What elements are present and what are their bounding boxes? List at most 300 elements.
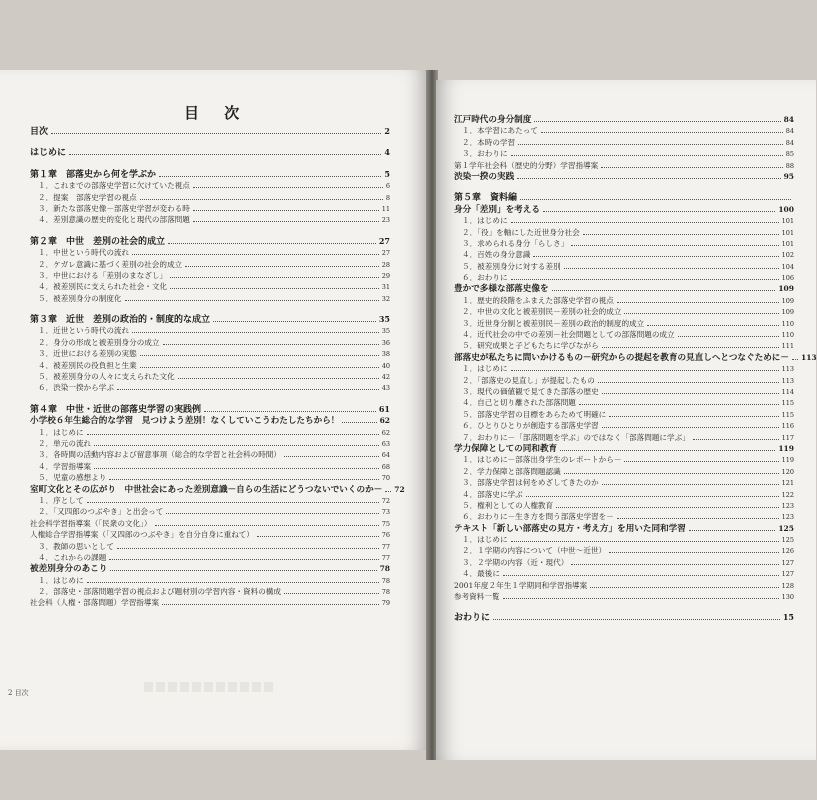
toc-title: 目 次 <box>184 104 250 122</box>
toc-leader-dots <box>602 420 779 428</box>
toc-entry-page: 88 <box>785 161 794 170</box>
toc-entry-page: 4 <box>384 147 390 158</box>
toc-entry-item <box>30 203 390 214</box>
toc-leader-dots <box>503 591 779 599</box>
toc-leader-dots <box>518 137 783 145</box>
toc-entry-title: ４．最後に <box>462 569 500 579</box>
toc-leader-dots <box>140 348 379 356</box>
toc-entry-title: １．はじめに－部落出身学生のレポートから－ <box>462 455 622 465</box>
toc-entry-page: 61 <box>378 403 390 414</box>
toc-leader-dots <box>257 529 379 537</box>
toc-leader-dots <box>193 203 379 211</box>
toc-entry-title: 第５章 資料編 <box>454 193 518 204</box>
toc-leader-dots <box>213 314 376 322</box>
toc-leader-dots <box>693 432 779 440</box>
toc-leader-dots <box>159 169 381 177</box>
toc-leader-dots <box>647 318 778 326</box>
toc-entry-page: 11 <box>381 204 390 213</box>
toc-entry-page: 31 <box>381 283 390 292</box>
toc-entry-page: 85 <box>785 150 794 159</box>
toc-entry-plain <box>454 160 794 171</box>
toc-entry-item <box>454 568 794 579</box>
toc-entry-page: 27 <box>381 249 390 258</box>
toc-entry-item <box>454 500 794 511</box>
toc-leader-dots <box>560 443 775 451</box>
toc-entry-title: １．はじめに <box>462 364 508 374</box>
toc-entry-page: 40 <box>381 361 390 370</box>
toc-entry-page: 127 <box>781 570 794 579</box>
toc-entry-title: ４．近代社会の中での差別－社会問題としての部落問題の成立 <box>462 330 675 340</box>
toc-entry-page: 84 <box>783 115 794 124</box>
toc-entry-page: 5 <box>384 168 390 179</box>
toc-entry-item <box>30 180 390 191</box>
toc-entry-chapter <box>30 236 390 247</box>
toc-entry-page: 62 <box>381 428 390 437</box>
toc-entry-item <box>30 382 390 393</box>
toc-entry-title: ４．部落史に学ぶ <box>462 489 523 499</box>
toc-entry-title: 第３章 近世 差別の政治的・制度的な成立 <box>30 315 211 326</box>
toc-entry-plain <box>30 529 390 540</box>
toc-entry-item <box>454 534 794 545</box>
toc-entry-page: 63 <box>381 439 390 448</box>
toc-entry-title: 第１章 部落史から何を学ぶか <box>30 169 157 180</box>
toc-entry-title: 目次 <box>30 127 49 137</box>
toc-list-left <box>30 126 405 609</box>
toc-entry-page: 8 <box>385 193 390 202</box>
toc-entry-title: 参考資料一覧 <box>454 592 500 602</box>
toc-entry-page: 79 <box>381 599 390 608</box>
toc-entry-item <box>454 363 794 374</box>
toc-entry-title: ２．学力保障と部落問題認識 <box>462 466 561 476</box>
toc-entry-section <box>454 283 794 294</box>
toc-entry-item <box>30 438 390 449</box>
toc-entry-title: はじめに <box>30 148 67 159</box>
toc-entry-title: おわりに <box>454 613 491 624</box>
toc-entry-page: 76 <box>381 531 390 540</box>
toc-entry-item <box>30 461 390 472</box>
toc-entry-item <box>30 337 390 348</box>
toc-entry-page: 122 <box>781 490 794 499</box>
toc-leader-dots <box>385 484 391 492</box>
toc-gap <box>30 137 390 147</box>
toc-entry-page: 70 <box>381 474 390 483</box>
toc-entry-item <box>30 247 390 258</box>
toc-leader-dots <box>178 371 379 379</box>
toc-entry-item <box>30 293 390 304</box>
toc-entry-title: １．中世という時代の流れ <box>38 248 130 258</box>
toc-leader-dots <box>132 247 379 255</box>
toc-entry-page: 101 <box>781 239 794 248</box>
toc-entry-title: ５．部落史学習の目標をあらためて明確に <box>462 409 607 419</box>
toc-entry-item <box>30 506 390 517</box>
toc-entry-page: 84 <box>785 127 794 136</box>
toc-entry-page: 36 <box>381 338 390 347</box>
toc-entry-title: ３．現代の価値観で見てきた部落の歴史 <box>462 386 599 396</box>
toc-entry-page: 119 <box>778 443 794 453</box>
toc-gap <box>30 226 390 236</box>
toc-entry-item <box>454 375 794 386</box>
toc-entry-title: ３．教師の思いとして <box>38 541 114 551</box>
toc-entry-page: 101 <box>781 228 794 237</box>
toc-entry-page: 43 <box>381 384 390 393</box>
toc-entry-chapter <box>454 192 794 203</box>
toc-entry-page: 15 <box>782 612 794 623</box>
toc-entry-section <box>454 204 794 215</box>
toc-leader-dots <box>511 272 779 280</box>
toc-entry-item <box>454 318 794 329</box>
toc-entry-page: 102 <box>781 251 794 260</box>
toc-leader-dots <box>168 236 376 244</box>
toc-entry-title: 学力保障としての同和教育 <box>454 443 558 454</box>
toc-leader-dots <box>132 325 379 333</box>
toc-entry-title: ２．「役」を軸にした近世身分社会 <box>462 227 580 237</box>
toc-entry-page: 115 <box>781 410 794 419</box>
toc-leader-dots <box>162 597 379 605</box>
toc-entry-item <box>454 340 794 351</box>
toc-entry-item <box>454 454 794 465</box>
toc-entry-title: ６．渋染一揆から学ぶ <box>38 383 114 393</box>
toc-entry-title: 身分「差別」を考える <box>454 204 540 215</box>
toc-leader-dots <box>601 160 782 168</box>
toc-entry-page: 110 <box>781 331 794 340</box>
toc-leader-dots <box>517 171 780 179</box>
toc-leader-dots <box>94 461 379 469</box>
toc-entry-page: 117 <box>781 433 794 442</box>
toc-entry-title: ３．部落史学習は何をめざしてきたのか <box>462 478 599 488</box>
toc-entry-page: 78 <box>381 588 390 597</box>
toc-entry-title: ２．１学期の内容について（中世～近世） <box>462 546 607 556</box>
toc-entry-title: ７．おわりに－「部落問題を学ぶ」のではなく「部落問題に学ぶ」 <box>462 432 690 442</box>
toc-entry-item <box>454 545 794 556</box>
toc-entry-chapter <box>30 169 390 180</box>
toc-leader-dots <box>163 337 379 345</box>
toc-leader-dots <box>571 238 778 246</box>
toc-leader-dots <box>109 472 378 480</box>
toc-leader-dots <box>117 382 379 390</box>
toc-entry-item <box>454 125 794 136</box>
toc-entry-title: ３．各時間の活動内容および留意事項（総合的な学習と社会科の時間） <box>38 450 281 460</box>
toc-gap <box>30 394 390 404</box>
toc-entry-page: 6 <box>385 182 390 191</box>
toc-entry-title: ３．求められる身分「らしさ」 <box>462 238 569 248</box>
toc-entry-title: 被差別身分のあこり <box>30 564 108 575</box>
toc-entry-title: １．はじめに <box>38 575 84 585</box>
toc-entry-title: 江戸時代の身分制度 <box>454 115 532 125</box>
toc-entry-title: ２．「又四郎のつぶやき」と出会って <box>38 507 164 517</box>
toc-entry-plain <box>30 597 390 608</box>
toc-leader-dots <box>110 563 376 571</box>
toc-entry-page: 128 <box>781 581 794 590</box>
toc-entry-page: 114 <box>781 387 794 396</box>
toc-leader-dots <box>583 227 779 235</box>
toc-entry-page: 115 <box>781 399 794 408</box>
toc-leader-dots <box>556 500 778 508</box>
toc-entry-section <box>30 484 405 495</box>
page-footer: 2 目次 <box>8 689 29 697</box>
toc-leader-dots <box>552 283 776 291</box>
toc-entry-title: ２．部落史・部落問題学習の視点および題材別の学習内容・資料の構成 <box>38 587 281 597</box>
toc-entry-title: ５．権利としての人権教育 <box>462 500 554 510</box>
toc-entry-page: 78 <box>381 576 390 585</box>
toc-entry-top <box>30 147 390 158</box>
toc-leader-dots <box>609 409 778 417</box>
toc-entry-section <box>454 114 794 125</box>
toc-leader-dots <box>624 454 778 462</box>
toc-gap <box>30 159 390 169</box>
toc-entry-title: 人権総合学習指導案（「又四郎のつぶやき」を自分自身に重ねて） <box>30 530 254 540</box>
toc-leader-dots <box>109 552 378 560</box>
toc-entry-page: 72 <box>394 484 405 494</box>
toc-entry-page: 64 <box>381 451 390 460</box>
toc-entry-item <box>30 427 390 438</box>
toc-leader-dots <box>590 580 778 588</box>
toc-entry-title: 社会科（人権・部落問題）学習指導案 <box>30 598 160 608</box>
toc-entry-title: ６．おわりに－生き方を問う部落史学習を－ <box>462 512 614 522</box>
toc-entry-item <box>454 238 794 249</box>
toc-leader-dots <box>503 568 779 576</box>
toc-entry-item <box>454 466 794 477</box>
toc-entry-page: 29 <box>381 271 390 280</box>
toc-entry-page: 109 <box>781 296 794 305</box>
toc-entry-title: ３．おわりに <box>462 149 508 159</box>
toc-entry-title: ２．中世の文化と被差別民－差別の社会的成立 <box>462 307 622 317</box>
toc-leader-dots <box>617 511 779 519</box>
toc-entry-title: 社会科学習指導案（「民衆の文化」） <box>30 518 152 528</box>
toc-entry-page: 113 <box>781 365 794 374</box>
right-page <box>436 80 816 760</box>
toc-entry-plain <box>30 518 390 529</box>
toc-entry-title: ６．おわりに <box>462 273 508 283</box>
toc-entry-page: 35 <box>378 314 390 325</box>
left-page <box>0 70 428 750</box>
toc-leader-dots <box>541 125 783 133</box>
toc-entry-title: ３．近世における差別の実態 <box>38 349 137 359</box>
toc-entry-item <box>30 371 390 382</box>
toc-leader-dots <box>533 249 778 257</box>
toc-entry-item <box>454 557 794 568</box>
toc-entry-item <box>454 215 794 226</box>
toc-leader-dots <box>193 214 379 222</box>
toc-entry-title: 第１学年社会科（歴史的分野）学習指導案 <box>454 160 599 170</box>
toc-entry-page: 110 <box>781 319 794 328</box>
toc-entry-page: 95 <box>783 171 794 181</box>
toc-entry-page: 32 <box>381 294 390 303</box>
toc-entry-item <box>454 272 794 283</box>
toc-leader-dots <box>284 449 379 457</box>
toc-entry-page: 119 <box>781 456 794 465</box>
toc-entry-item <box>454 511 794 522</box>
toc-entry-title: ３．中世における「差別のまなざし」 <box>38 270 168 280</box>
toc-entry-page: 35 <box>381 327 390 336</box>
toc-entry-title: 第２章 中世 差別の社会的成立 <box>30 236 166 247</box>
toc-entry-title: ５．被差別身分の制度化 <box>38 293 122 303</box>
toc-leader-dots <box>624 306 778 314</box>
toc-entry-plain <box>454 591 794 602</box>
toc-entry-title: ２．提案 部落史学習の視点 <box>38 192 137 202</box>
toc-gap <box>30 304 390 314</box>
toc-entry-item <box>30 360 390 371</box>
toc-entry-page: 28 <box>381 260 390 269</box>
toc-entry-page: 125 <box>781 536 794 545</box>
toc-entry-page: 126 <box>781 547 794 556</box>
toc-leader-dots <box>155 518 379 526</box>
toc-entry-item <box>454 295 794 306</box>
toc-entry-page: 75 <box>381 519 390 528</box>
toc-entry-page: 72 <box>381 496 390 505</box>
toc-entry-item <box>454 137 794 148</box>
toc-entry-item <box>454 397 794 408</box>
toc-leader-dots <box>170 270 379 278</box>
toc-entry-top <box>454 612 794 623</box>
toc-entry-title: ３．近世身分制と被差別民－差別の政治的制度的成立 <box>462 318 645 328</box>
toc-entry-section <box>454 352 817 363</box>
toc-leader-dots <box>689 523 775 531</box>
toc-entry-title: ２．本時の学習 <box>462 137 516 147</box>
toc-entry-page: 123 <box>781 501 794 510</box>
toc-entry-item <box>454 386 794 397</box>
toc-entry-page: 130 <box>781 593 794 602</box>
toc-entry-title: ４．被差別民に支えられた社会・文化 <box>38 282 168 292</box>
toc-entry-page: 123 <box>781 513 794 522</box>
toc-entry-title: １．近世という時代の流れ <box>38 326 130 336</box>
toc-leader-dots <box>193 180 383 188</box>
toc-entry-page: 77 <box>381 542 390 551</box>
toc-entry-title: 部落史が私たちに問いかけるもの－研究からの提起を教育の見直しへとつなぐために－ <box>454 352 789 363</box>
toc-leader-dots <box>564 261 779 269</box>
toc-entry-title: １．本学習にあたって <box>462 126 538 136</box>
toc-entry-page: 106 <box>781 274 794 283</box>
toc-entry-section <box>454 523 794 534</box>
toc-entry-title: 2001年度２年生１学期同和学習指導案 <box>454 580 588 590</box>
toc-entry-title: ４．百姓の身分意識 <box>462 250 531 260</box>
toc-entry-page: 68 <box>381 462 390 471</box>
toc-leader-dots <box>51 126 381 134</box>
toc-entry-title: １．はじめに <box>462 535 508 545</box>
toc-entry-title: ４．自己と切り離された部落問題 <box>462 398 576 408</box>
toc-leader-dots <box>602 340 779 348</box>
toc-leader-dots <box>598 375 779 383</box>
toc-entry-item <box>454 432 794 443</box>
toc-leader-dots <box>511 363 779 371</box>
toc-entry-item <box>30 281 390 292</box>
toc-leader-dots <box>185 259 379 267</box>
toc-entry-item <box>454 420 794 431</box>
toc-entry-title: １．はじめに <box>462 216 508 226</box>
toc-entry-page: 113 <box>781 376 794 385</box>
toc-entry-item <box>30 495 390 506</box>
toc-entry-page: 116 <box>781 422 794 431</box>
toc-entry-page: 127 <box>781 558 794 567</box>
toc-entry-page: 109 <box>778 284 794 294</box>
toc-leader-dots <box>792 352 798 360</box>
toc-entry-page: 120 <box>781 467 794 476</box>
toc-entry-title: ３．２学期の内容（近・現代） <box>462 557 569 567</box>
toc-leader-dots <box>511 215 779 223</box>
toc-list-right <box>454 114 817 624</box>
toc-entry-title: ２．「部落史の見直し」が提起したもの <box>462 375 595 385</box>
toc-entry-title: ４．差別意識の歴史的変化と現代の部落問題 <box>38 215 190 225</box>
toc-entry-item <box>454 409 794 420</box>
toc-entry-page: 100 <box>778 204 794 214</box>
toc-entry-title: ４．被差別民の役負担と生業 <box>38 360 137 370</box>
toc-leader-dots <box>579 397 779 405</box>
toc-entry-section <box>30 563 390 574</box>
toc-entry-item <box>30 270 390 281</box>
toc-entry-section <box>30 415 390 426</box>
toc-entry-title: 豊かで多様な部落史像を <box>454 284 549 295</box>
toc-entry-item <box>30 348 390 359</box>
toc-entry-item <box>30 214 390 225</box>
toc-entry-item <box>30 586 390 597</box>
toc-entry-page: 77 <box>381 553 390 562</box>
toc-entry-page: 38 <box>381 350 390 359</box>
toc-entry-item <box>30 552 390 563</box>
toc-leader-dots <box>564 466 779 474</box>
toc-leader-dots <box>87 427 379 435</box>
toc-entry-page: 111 <box>781 342 794 351</box>
toc-leader-dots <box>87 495 379 503</box>
toc-entry-title: ５．被差別身分に対する差別 <box>462 261 561 271</box>
toc-leader-dots <box>69 147 381 155</box>
toc-entry-title: ２．単元の流れ <box>38 438 92 448</box>
toc-entry-item <box>454 489 794 500</box>
toc-gap <box>454 182 794 192</box>
toc-entry-title: 第４章 中世・近世の部落史学習の実践例 <box>30 404 202 415</box>
toc-entry-title: １．これまでの部落史学習に欠けていた視点 <box>38 181 190 191</box>
toc-entry-page: 27 <box>378 235 390 246</box>
toc-entry-title: １．歴史的段階をふまえた部落史学習の視点 <box>462 295 614 305</box>
toc-entry-item <box>454 148 794 159</box>
toc-leader-dots <box>617 295 779 303</box>
toc-leader-dots <box>170 281 379 289</box>
toc-entry-page: 113 <box>801 352 817 362</box>
toc-leader-dots <box>609 545 778 553</box>
toc-entry-title: １．序として <box>38 495 84 505</box>
toc-leader-dots <box>602 477 779 485</box>
bleed-through-text <box>144 682 274 692</box>
toc-entry-title: ３．新たな部落史像－部落史学習が変わる時 <box>38 203 190 213</box>
toc-entry-chapter <box>30 314 390 325</box>
toc-entry-item <box>454 306 794 317</box>
toc-leader-dots <box>140 192 383 200</box>
toc-entry-item <box>454 261 794 272</box>
toc-entry-page: 109 <box>781 308 794 317</box>
toc-entry-item <box>30 575 390 586</box>
toc-leader-dots <box>87 575 379 583</box>
toc-leader-dots <box>204 404 376 412</box>
toc-entry-title: ４．学習指導案 <box>38 461 92 471</box>
toc-leader-dots <box>166 506 378 514</box>
toc-entry-item <box>30 541 390 552</box>
toc-leader-dots <box>94 438 379 446</box>
toc-entry-page: 125 <box>778 523 794 533</box>
toc-entry-item <box>30 449 390 460</box>
toc-entry-item <box>454 227 794 238</box>
toc-entry-section <box>454 443 794 454</box>
toc-entry-item <box>30 472 390 483</box>
toc-entry-title: 渋染一揆の実践 <box>454 171 515 182</box>
toc-entry-page: 121 <box>781 479 794 488</box>
toc-entry-title: ４．これからの課題 <box>38 552 107 562</box>
toc-entry-item <box>30 325 390 336</box>
toc-leader-dots <box>520 192 791 200</box>
toc-entry-plain <box>454 580 794 591</box>
toc-leader-dots <box>678 329 779 337</box>
toc-entry-title: １．はじめに <box>38 427 84 437</box>
toc-entry-title: 小学校６年生総合的な学習 見つけよう差別！なくしていこうわたしたちから！ <box>30 416 340 427</box>
toc-leader-dots <box>493 612 780 620</box>
toc-entry-item <box>454 329 794 340</box>
